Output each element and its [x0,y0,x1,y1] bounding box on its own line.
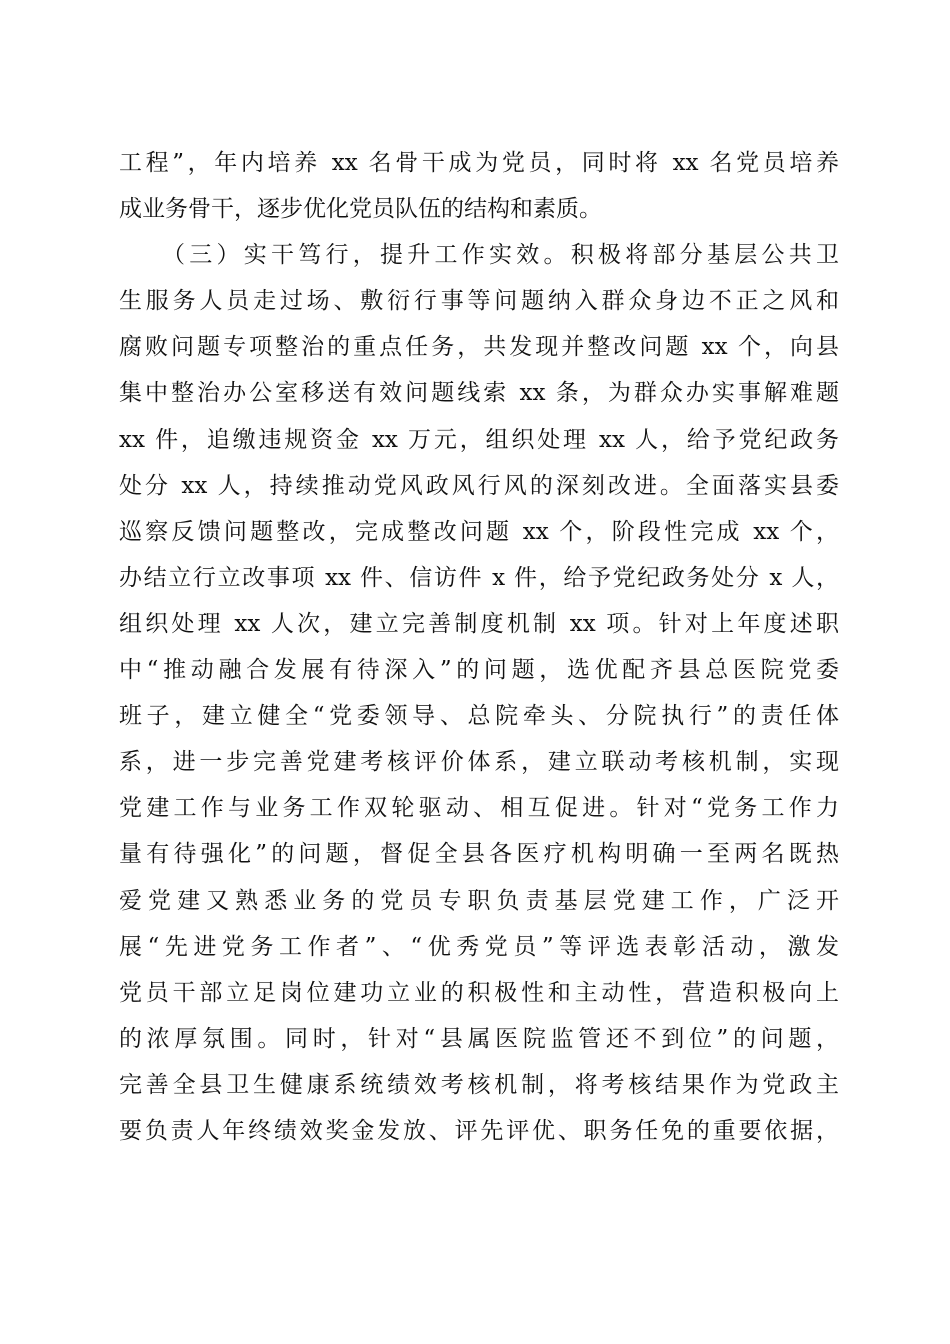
text-line: 成业务骨干，逐步优化党员队伍的结构和素质。 [119,196,602,223]
section-heading-line: （三）实干笃行，提升工作实效。积极将部分基层公共卫 [119,242,839,269]
text-line: xx 件，追缴违规资金 xx 万元，组织处理 xx 人，给予党纪政务 [119,426,839,453]
text-line: 的浓厚氛围。同时，针对“县属医院监管还不到位”的问题， [119,1025,839,1052]
text-line: 集中整治办公室移送有效问题线索 xx 条，为群众办实事解难题 [119,380,839,407]
text-line: 要负责人年终绩效奖金发放、评先评优、职务任免的重要依据， [119,1117,839,1144]
text-line: 办结立行立改事项 xx 件、信访件 x 件，给予党纪政务处分 x 人， [119,564,839,591]
text-line: 量有待强化”的问题，督促全县各医疗机构明确一至两名既热 [119,841,839,868]
text-line: 展“先进党务工作者”、“优秀党员”等评选表彰活动，激发 [119,933,839,960]
text-line: 处分 xx 人，持续推动党风政风行风的深刻改进。全面落实县委 [119,472,839,499]
text-line: 党员干部立足岗位建功立业的积极性和主动性，营造积极向上 [119,979,839,1006]
text-line: 班子，建立健全“党委领导、总院牵头、分院执行”的责任体 [119,703,839,730]
text-line: 爱党建又熟悉业务的党员专职负责基层党建工作，广泛开 [119,887,839,914]
text-line: 系，进一步完善党建考核评价体系，建立联动考核机制，实现 [119,749,839,776]
text-line: 腐败问题专项整治的重点任务，共发现并整改问题 xx 个，向县 [119,334,839,361]
text-line: 组织处理 xx 人次，建立完善制度机制 xx 项。针对上年度述职 [119,610,839,637]
text-line: 中“推动融合发展有待深入”的问题，选优配齐县总医院党委 [119,657,839,684]
text-line: 党建工作与业务工作双轮驱动、相互促进。针对“党务工作力 [119,795,839,822]
text-line: 生服务人员走过场、敷衍行事等问题纳入群众身边不正之风和 [119,288,839,315]
text-line: 工程”，年内培养 xx 名骨干成为党员，同时将 xx 名党员培养 [119,150,839,176]
text-line: 完善全县卫生健康系统绩效考核机制，将考核结果作为党政主 [119,1071,839,1098]
body-text [119,140,839,1154]
text-line: 巡察反馈问题整改，完成整改问题 xx 个，阶段性完成 xx 个， [119,518,839,545]
